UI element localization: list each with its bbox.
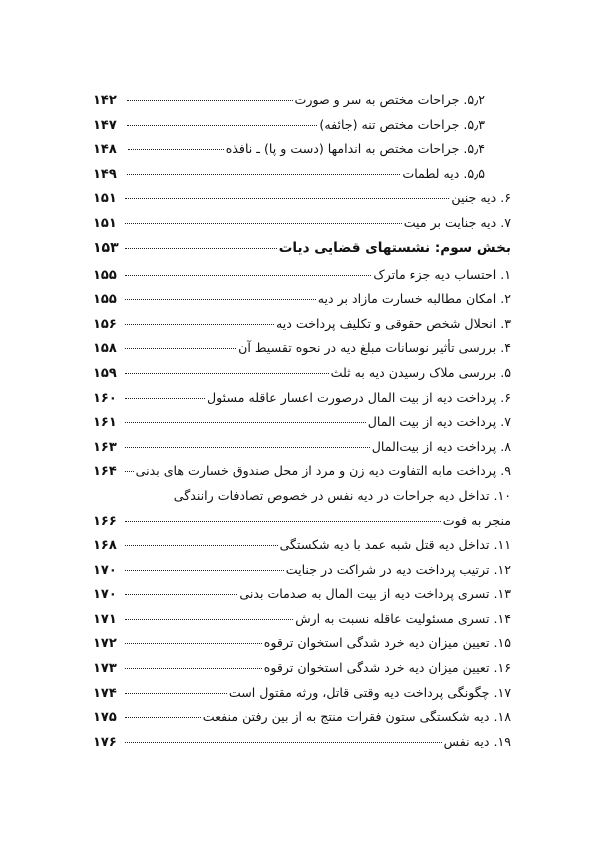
toc-entry-title: ۱۳. تسری پرداخت دیه از بیت المال به صدمات بدنی <box>239 586 511 602</box>
toc-dot-leader <box>125 693 227 694</box>
toc-dot-leader <box>127 125 317 126</box>
toc-dot-leader <box>125 324 274 325</box>
toc-page-number: ۱۴۸ <box>93 142 117 158</box>
toc-page-number: ۱۶۰ <box>93 390 117 406</box>
toc-page-number: ۱۷۱ <box>93 611 117 627</box>
toc-page-number: ۱۵۸ <box>93 341 117 357</box>
toc-dot-leader <box>127 174 400 175</box>
toc-entry-title: ۵. بررسی ملاک رسیدن دیه به ثلث <box>330 364 511 380</box>
toc-page-number: ۱۴۲ <box>93 93 117 108</box>
toc-page-number: ۱۴۷ <box>93 117 117 133</box>
toc-entry <box>93 488 511 513</box>
toc-page-number: ۱۶۶ <box>93 513 117 529</box>
toc-entry-title: ۷. دیه جنایت بر میت <box>403 214 511 230</box>
toc-entry-title: ۱۹. دیه نفس <box>443 733 511 749</box>
toc-entry-title: ۴. بررسی تأثیر نوسانات مبلغ دیه در نحوه تقسیط آن <box>238 340 511 356</box>
toc-entry-title: ۵٫۳. جراحات مختص تنه (جائفه) <box>319 116 485 132</box>
toc-page-number: ۱۶۸ <box>93 538 117 554</box>
toc-page-number: ۱۵۹ <box>93 365 117 381</box>
toc-entry <box>93 141 511 166</box>
toc-entry-title: بخش سوم: نشستهای قضایی دیات <box>278 239 511 256</box>
toc-page-number: ۱۷۴ <box>93 685 117 701</box>
toc-entry-title: ۱۶. تعیین میزان دیه خرد شدگی استخوان ترقوه <box>263 660 511 676</box>
toc-dot-leader <box>125 299 316 300</box>
toc-dot-leader <box>125 373 329 374</box>
toc-entry-title: ۲. امکان مطالبه خسارت مازاد بر دیه <box>317 291 511 307</box>
toc-page-number: ۱۷۲ <box>93 636 117 652</box>
toc-entry <box>93 709 511 734</box>
toc-section-heading <box>93 240 511 267</box>
toc-entry-title: ۱۱. تداخل دیه قتل شبه عمد با دیه شکستگی <box>279 537 511 553</box>
toc-entry <box>93 586 511 611</box>
toc-entry <box>93 635 511 660</box>
toc-page-number: ۱۷۰ <box>93 587 117 603</box>
toc-entry-title: ۱۰. تداخل دیه جراحات در دیه نفس در خصوص تصادفات رانندگی <box>173 487 511 503</box>
toc-page-number: ۱۵۵ <box>93 292 117 308</box>
toc-entry <box>93 660 511 685</box>
toc-entry-title: ۶. پرداخت دیه از بیت المال درصورت اعسار عاقله مسئول <box>207 389 511 405</box>
toc-dot-leader <box>125 275 371 276</box>
toc-entry-title: ۵٫۲. جراحات مختص به سر و صورت <box>294 92 485 107</box>
toc-entry <box>93 365 511 390</box>
toc-entry-title: ۱۸. دیه شکستگی ستون فقرات منتج به از بین رفتن منفعت <box>202 709 511 725</box>
toc-entry-title: ۵٫۵. دیه لطمات <box>402 165 485 181</box>
toc-page-number: ۱۷۰ <box>93 562 117 578</box>
toc-page-number: ۱۵۱ <box>93 215 117 231</box>
toc-page-number: ۱۷۶ <box>93 734 117 750</box>
toc-entry <box>93 316 511 341</box>
toc-page-number: ۱۶۳ <box>93 439 117 455</box>
toc-entry <box>93 92 511 117</box>
toc-page-number: ۱۵۱ <box>93 191 117 207</box>
toc-entry-title: ۵٫۴. جراحات مختص به اندامها (دست و پا) ـ نافذه <box>225 141 485 157</box>
toc-page-number: ۱۶۴ <box>93 464 117 480</box>
toc-dot-leader <box>125 398 205 399</box>
toc-entry <box>93 562 511 587</box>
toc-entry <box>93 611 511 636</box>
toc-entry <box>93 513 511 538</box>
toc-entry <box>93 537 511 562</box>
toc-entry <box>93 291 511 316</box>
toc-dot-leader <box>125 717 201 718</box>
toc-dot-leader <box>125 643 262 644</box>
toc-dot-leader <box>125 619 293 620</box>
toc-entry <box>93 215 511 240</box>
toc-page-number: ۱۶۱ <box>93 415 117 431</box>
toc-dot-leader <box>125 570 284 571</box>
toc-entry <box>93 414 511 439</box>
toc-entry-title: منجر به فوت <box>442 512 511 528</box>
toc-dot-leader <box>125 447 370 448</box>
toc-page-number: ۱۵۶ <box>93 316 117 332</box>
toc-entry-title: ۳. انحلال شخص حقوقی و تکلیف پرداخت دیه <box>275 315 511 331</box>
toc-entry <box>93 117 511 142</box>
toc-dot-leader <box>125 471 134 472</box>
toc-dot-leader <box>127 100 293 101</box>
toc-dot-leader <box>125 348 236 349</box>
toc-entry-title: ۱۴. تسری مسئولیت عاقله نسبت به ارش <box>295 610 511 626</box>
toc-entry-title: ۷. پرداخت دیه از بیت المال <box>367 414 511 430</box>
toc-entry-title: ۶. دیه جنین <box>451 190 511 206</box>
toc-entry <box>93 685 511 710</box>
toc-entry <box>93 734 511 759</box>
toc-dot-leader <box>125 668 262 669</box>
toc-dot-leader <box>125 422 366 423</box>
toc-dot-leader <box>125 521 441 522</box>
toc-page-number: ۱۴۹ <box>93 166 117 182</box>
toc-dot-leader <box>125 594 237 595</box>
toc-entry-title: ۹. پرداخت مابه التفاوت دیه زن و مرد از محل صندوق خسارت های بدنی <box>135 463 511 479</box>
toc-entry-title: ۱. احتساب دیه جزء ماترک <box>373 266 511 282</box>
toc-entry <box>93 166 511 191</box>
toc-dot-leader <box>128 149 224 150</box>
toc-entry-title: ۱۷. چگونگی پرداخت دیه وقتی قاتل، ورثه مقتول است <box>228 684 511 700</box>
toc-page-number: ۱۷۳ <box>93 661 117 677</box>
toc-entry <box>93 340 511 365</box>
toc-dot-leader <box>125 198 449 199</box>
toc-page-number: ۱۷۵ <box>93 710 117 726</box>
toc-entry <box>93 190 511 215</box>
toc-entry-title: ۱۲. ترتیب پرداخت دیه در شراکت در جنایت <box>285 561 511 577</box>
toc-entry-title: ۸. پرداخت دیه از بیت‌المال <box>371 438 511 454</box>
toc-entry <box>93 390 511 415</box>
toc-entry-title: ۱۵. تعیین میزان دیه خرد شدگی استخوان ترقوه <box>263 635 511 651</box>
toc-page-number: ۱۵۳ <box>93 239 119 256</box>
toc-dot-leader <box>125 742 442 743</box>
toc-page-number: ۱۵۵ <box>93 267 117 283</box>
toc-dot-leader <box>125 545 278 546</box>
toc-entry <box>93 267 511 292</box>
table-of-contents <box>93 92 511 758</box>
toc-dot-leader <box>125 248 277 249</box>
toc-dot-leader <box>125 223 402 224</box>
toc-entry <box>93 463 511 488</box>
toc-entry <box>93 439 511 464</box>
